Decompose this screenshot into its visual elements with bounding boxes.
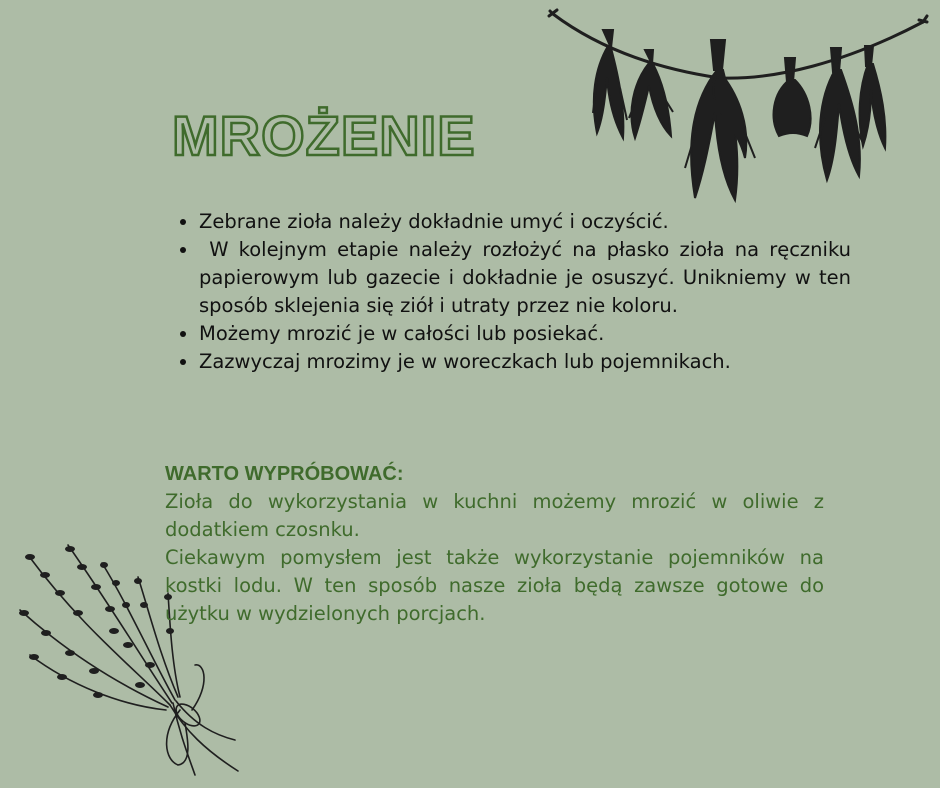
list-item: • Możemy mrozić je w całości lub posiekać. xyxy=(199,320,851,348)
page-title: MROŻENIE xyxy=(172,104,476,167)
list-item: • Zazwyczaj mrozimy je w woreczkach lub pojemnikach. xyxy=(199,348,851,376)
hanging-herbs-icon xyxy=(545,8,930,203)
list-item: • Zebrane zioła należy dokładnie umyć i oczyścić. xyxy=(199,208,851,236)
tip-heading: WARTO WYPRÓBOWAĆ: xyxy=(165,463,404,485)
instructions-list xyxy=(172,208,858,376)
tip-paragraph: Zioła do wykorzystania w kuchni możemy mrozić w oliwie z dodatkiem czosnku. xyxy=(165,490,824,541)
tip-body xyxy=(165,488,824,628)
tip-paragraph: Ciekawym pomysłem jest także wykorzystanie pojemników na kostki lodu. W ten sposób nasze zioła będą zawsze gotowe do użytku w wydzielonych porcjach. xyxy=(165,546,824,625)
list-item: • W kolejnym etapie należy rozłożyć na płasko zioła na ręczniku papierowym lub gazecie i dokładnie je osuszyć. Unikniemy w ten sposób sklejenia się ziół i utraty przez nie koloru. xyxy=(199,236,851,320)
